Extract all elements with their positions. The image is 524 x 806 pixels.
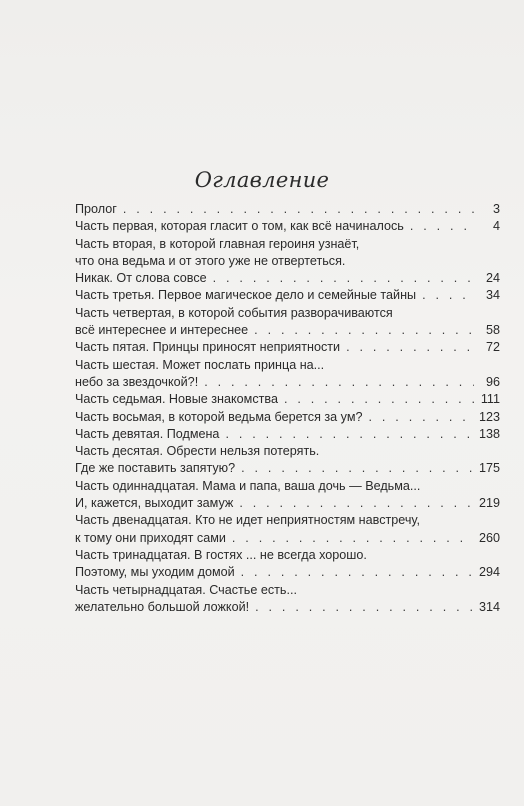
toc-page-number: 294 bbox=[478, 565, 500, 580]
toc-entry bbox=[75, 478, 500, 513]
dot-leader bbox=[254, 322, 474, 339]
toc-entry-last-line bbox=[75, 391, 500, 408]
toc-entry-text: Часть третья. Первое магическое дело и семейные тайны bbox=[75, 288, 417, 303]
toc-page-number: 219 bbox=[478, 496, 500, 511]
toc-entry-line bbox=[75, 236, 500, 253]
toc-entry-text: Часть тринадцатая. В гостях ... не всегда хорошо. bbox=[75, 547, 367, 562]
table-of-contents bbox=[75, 201, 500, 616]
dot-leader bbox=[225, 426, 474, 443]
toc-entry-text: всё интереснее и интереснее bbox=[75, 323, 249, 338]
toc-entry bbox=[75, 339, 500, 356]
toc-page-number: 24 bbox=[485, 271, 500, 286]
toc-entry-line bbox=[75, 582, 500, 599]
toc-entry-text: Часть четвертая, в которой события разворачиваются bbox=[75, 305, 393, 320]
toc-page-number: 111 bbox=[480, 392, 500, 407]
dot-leader bbox=[284, 391, 474, 408]
toc-entry-line bbox=[75, 357, 500, 374]
toc-entry bbox=[75, 547, 500, 582]
toc-entry-last-line bbox=[75, 530, 500, 547]
toc-entry bbox=[75, 357, 500, 392]
toc-entry-last-line bbox=[75, 599, 500, 616]
toc-page-number: 175 bbox=[478, 461, 500, 476]
toc-entry-line bbox=[75, 547, 500, 564]
toc-entry bbox=[75, 391, 500, 408]
toc-entry-text: Часть одиннадцатая. Мама и папа, ваша дочь — Ведьма... bbox=[75, 478, 421, 493]
dot-leader bbox=[239, 495, 474, 512]
toc-entry-text: Часть четырнадцатая. Счастье есть... bbox=[75, 582, 297, 597]
toc-entry-text: Часть девятая. Подмена bbox=[75, 426, 220, 441]
dot-leader bbox=[232, 530, 474, 547]
toc-entry-text: Часть десятая. Обрести нельзя потерять. bbox=[75, 444, 320, 459]
toc-entry-text: Поэтому, мы уходим домой bbox=[75, 565, 235, 580]
toc-page-number: 58 bbox=[485, 323, 500, 338]
toc-entry-last-line bbox=[75, 426, 500, 443]
toc-entry-line bbox=[75, 478, 500, 495]
toc-entry-line bbox=[75, 253, 500, 270]
toc-entry-text: желательно большой ложкой! bbox=[75, 599, 250, 614]
toc-entry bbox=[75, 218, 500, 235]
toc-page-number: 72 bbox=[485, 340, 500, 355]
toc-page-number: 34 bbox=[485, 288, 500, 303]
toc-page-number: 314 bbox=[478, 599, 500, 614]
toc-entry bbox=[75, 512, 500, 547]
toc-entry-text: И, кажется, выходит замуж bbox=[75, 496, 234, 511]
toc-entry bbox=[75, 287, 500, 304]
dot-leader bbox=[410, 218, 474, 235]
toc-entry-text: Часть шестая. Может послать принца на... bbox=[75, 357, 325, 372]
dot-leader bbox=[255, 599, 474, 616]
toc-entry-text: Часть восьмая, в которой ведьма берется за ум? bbox=[75, 409, 363, 424]
toc-entry-last-line bbox=[75, 322, 500, 339]
toc-entry-last-line bbox=[75, 201, 500, 218]
toc-entry-text: что она ведьма и от этого уже не отвертеться. bbox=[75, 253, 346, 268]
toc-entry-text: Пролог bbox=[75, 202, 117, 216]
toc-entry-text: небо за звездочкой?! bbox=[75, 374, 199, 389]
toc-page-number: 96 bbox=[485, 374, 500, 389]
toc-entry-text: Часть пятая. Принцы приносят неприятности bbox=[75, 340, 341, 355]
toc-entry-text: к тому они приходят сами bbox=[75, 530, 226, 545]
toc-entry-last-line bbox=[75, 287, 500, 304]
toc-entry bbox=[75, 201, 500, 218]
toc-page-number: 138 bbox=[478, 426, 500, 441]
toc-entry-text: Часть седьмая. Новые знакомства bbox=[75, 392, 278, 407]
toc-entry bbox=[75, 305, 500, 340]
toc-entry-last-line bbox=[75, 495, 500, 512]
dot-leader bbox=[422, 287, 474, 304]
toc-entry bbox=[75, 443, 500, 478]
toc-entry bbox=[75, 582, 500, 617]
dot-leader bbox=[346, 339, 474, 356]
toc-entry-text: Часть двенадцатая. Кто не идет неприятностям навстречу, bbox=[75, 513, 420, 528]
toc-page-number: 123 bbox=[478, 409, 500, 424]
dot-leader bbox=[204, 374, 474, 391]
toc-entry bbox=[75, 236, 500, 288]
toc-entry-last-line bbox=[75, 339, 500, 356]
dot-leader bbox=[241, 564, 474, 581]
toc-entry-last-line bbox=[75, 460, 500, 477]
toc-entry-line bbox=[75, 305, 500, 322]
toc-entry-last-line bbox=[75, 218, 500, 235]
toc-entry-line bbox=[75, 512, 500, 529]
dot-leader bbox=[369, 409, 474, 426]
toc-entry-text: Часть первая, которая гласит о том, как всё начиналось bbox=[75, 219, 404, 234]
dot-leader bbox=[123, 201, 474, 218]
toc-entry bbox=[75, 409, 500, 426]
toc-entry bbox=[75, 426, 500, 443]
toc-entry-text: Где же поставить запятую? bbox=[75, 461, 236, 476]
toc-entry-last-line bbox=[75, 409, 500, 426]
toc-page-number: 3 bbox=[492, 202, 500, 216]
toc-page-number: 4 bbox=[492, 219, 500, 234]
toc-entry-text: Часть вторая, в которой главная героиня узнаёт, bbox=[75, 236, 360, 251]
toc-entry-last-line bbox=[75, 374, 500, 391]
dot-leader bbox=[213, 270, 474, 287]
toc-entry-line bbox=[75, 443, 500, 460]
toc-entry-last-line bbox=[75, 270, 500, 287]
toc-entry-text: Никак. От слова совсе bbox=[75, 271, 207, 286]
dot-leader bbox=[241, 460, 474, 477]
toc-title: Оглавление bbox=[194, 168, 330, 192]
toc-entry-last-line bbox=[75, 564, 500, 581]
toc-page-number: 260 bbox=[478, 530, 500, 545]
